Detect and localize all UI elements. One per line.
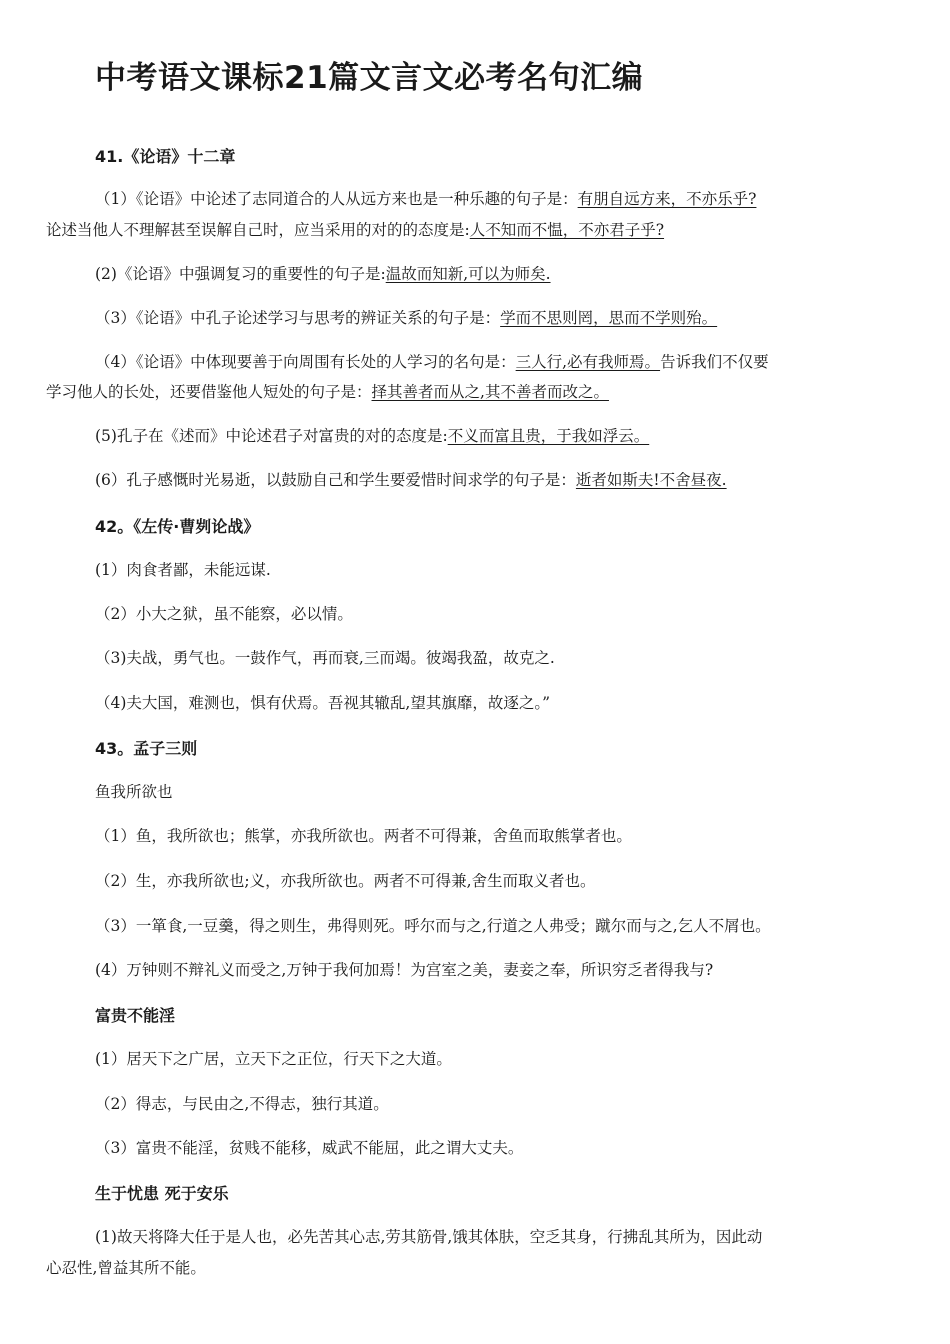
section-42-heading: 42。《左传·曹刿论战》	[95, 517, 260, 536]
s41-q1-question: （1）《论语》中论述了志同道合的人从远方来也是一种乐趣的句子是：	[95, 190, 578, 208]
s41-q4-question: （4）《论语》中体现要善于向周围有长处的人学习的名句是：	[95, 353, 516, 371]
s42-line-4: （4)夫大国，难测也，惧有伏焉。吾视其辙乱,望其旗靡，故逐之。”	[95, 694, 551, 712]
s41-q4-tail: 告诉我们不仅要	[660, 353, 769, 371]
s41-q2-question: (2)《论语》中强调复习的重要性的句子是:	[95, 265, 386, 283]
s43-fish-line-4: (4）万钟则不辩礼义而受之,万钟于我何加焉！为宫室之美，妻妾之奉，所识穷乏者得我与?	[95, 961, 714, 979]
s41-q1-answer: 有朋自远方来，不亦乐乎?	[577, 190, 757, 208]
s43-fish-line-1: （1）鱼，我所欲也；熊掌，亦我所欲也。两者不可得兼，舍鱼而取熊掌者也。	[95, 827, 632, 845]
document-title: 中考语文课标21篇文言文必考名句汇编	[95, 60, 644, 96]
s41-q4-answer: 三人行,必有我师焉。	[515, 353, 661, 371]
s41-q4b-question: 学习他人的长处，还要借鉴他人短处的句子是：	[46, 383, 372, 401]
s43-worry-line-2: 心忍性,曾益其所不能。	[46, 1259, 206, 1277]
s43-fish-line-3: （3）一箪食,一豆羹，得之则生，弗得则死。呼尔而与之,行道之人弗受；蹴尔而与之,乞人不屑也。	[95, 917, 771, 935]
s41-q1b-question: 论述当他人不理解甚至误解自己时，应当采用的对的的态度是:	[46, 221, 470, 239]
s43-worry-line-1: (1)故天将降大任于是人也，必先苦其心志,劳其筋骨,饿其体肤，空乏其身，行拂乱其所为，因此动	[95, 1228, 763, 1246]
s41-q5-line	[95, 424, 649, 446]
s43-subheading-fish: 鱼我所欲也	[95, 783, 173, 801]
s41-q4b-answer: 择其善者而从之,其不善者而改之。	[371, 383, 609, 401]
section-43-heading: 43。孟子三则	[95, 739, 198, 758]
section-41-heading: 41.《论语》十二章	[95, 147, 236, 166]
s41-q3-question: （3）《论语》中孔子论述学习与思考的辨证关系的句子是：	[95, 309, 501, 327]
s41-q5-question: (5)孔子在《述而》中论述君子对富贵的对的态度是:	[95, 427, 448, 445]
s41-q1b-answer: 人不知而不愠，不亦君子乎?	[469, 221, 665, 239]
s42-line-1: (1）肉食者鄙，未能远谋.	[95, 561, 271, 579]
s41-q3-answer: 学而不思则罔，思而不学则殆。	[500, 309, 718, 327]
s43-rich-line-3: （3）富贵不能淫，贫贱不能移，威武不能屈，此之谓大丈夫。	[95, 1139, 524, 1157]
s41-q1-line1	[95, 187, 756, 209]
s41-q2-answer: 温故而知新,可以为师矣.	[385, 265, 551, 283]
s41-q2-line	[95, 262, 551, 284]
s41-q3-line	[95, 306, 717, 328]
s43-subheading-worry: 生于忧患 死于安乐	[95, 1184, 229, 1203]
s42-line-3: （3)夫战，勇气也。一鼓作气，再而衰,三而竭。彼竭我盈，故克之.	[95, 649, 555, 667]
s41-q6-answer: 逝者如斯夫!不舍昼夜.	[575, 471, 727, 489]
s41-q5-answer: 不义而富且贵，于我如浮云。	[447, 427, 650, 445]
s41-q6-question: (6）孔子感慨时光易逝，以鼓励自己和学生要爱惜时间求学的句子是：	[95, 471, 576, 489]
s41-q6-line	[95, 468, 727, 490]
s43-rich-line-1: (1）居天下之广居，立天下之正位，行天下之大道。	[95, 1050, 452, 1068]
s41-q1-line2	[46, 218, 664, 240]
s43-subheading-rich: 富贵不能淫	[95, 1006, 176, 1025]
s41-q4-line1	[95, 350, 769, 372]
s43-rich-line-2: （2）得志，与民由之,不得志，独行其道。	[95, 1095, 389, 1113]
s41-q4-line2	[46, 380, 609, 402]
s42-line-2: （2）小大之狱，虽不能察，必以情。	[95, 605, 353, 623]
s43-fish-line-2: （2）生，亦我所欲也;义，亦我所欲也。两者不可得兼,舍生而取义者也。	[95, 872, 596, 890]
